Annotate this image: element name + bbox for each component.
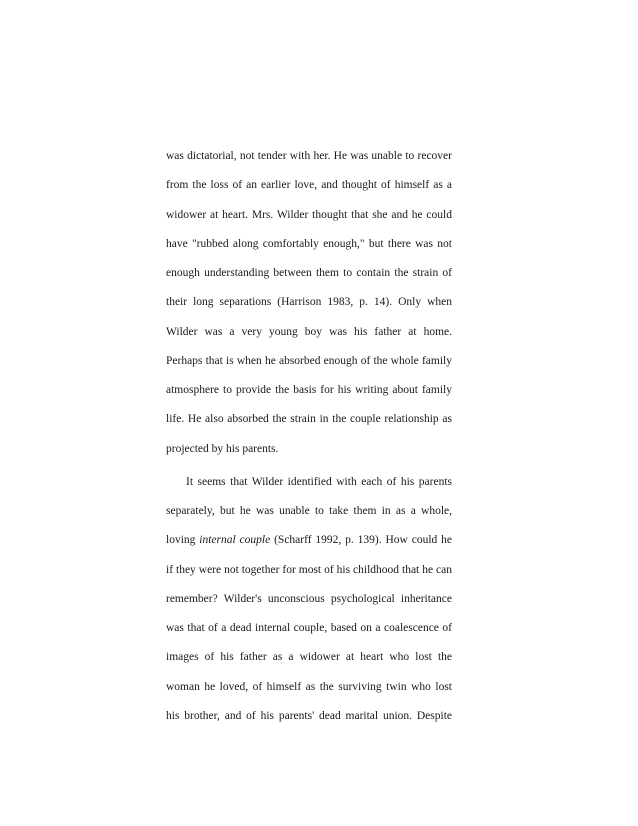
text-line: life. He also absorbed the strain in the couple relationship as bbox=[166, 413, 452, 426]
text-line: woman he loved, of himself as the surviving twin who lost bbox=[166, 680, 452, 693]
text-line: remember? Wilder's unconscious psychological inheritance bbox=[166, 592, 452, 605]
text-line: Wilder was a very young boy was his father at home. bbox=[166, 325, 452, 338]
text-line-with-italic bbox=[166, 532, 452, 561]
text-line: images of his father as a widower at heart who lost the bbox=[166, 651, 452, 664]
text-span: (Scharff 1992, p. 139). How could he bbox=[270, 534, 453, 547]
text-line: have "rubbed along comfortably enough," but there was not bbox=[166, 237, 452, 250]
text-line: It seems that Wilder identified with each of his parents bbox=[186, 475, 452, 488]
text-line: if they were not together for most of his childhood that he can bbox=[166, 563, 452, 576]
text-line: atmosphere to provide the basis for his writing about family bbox=[166, 384, 452, 396]
text-line: was dictatorial, not tender with her. He was unable to recover bbox=[166, 150, 452, 162]
text-line: Perhaps that is when he absorbed enough of the whole family bbox=[166, 354, 452, 367]
text-line: from the loss of an earlier love, and thought of himself as a bbox=[166, 179, 452, 192]
paragraph-2 bbox=[166, 474, 452, 737]
text-line: widower at heart. Mrs. Wilder thought that she and he could bbox=[166, 208, 452, 221]
paragraph-1 bbox=[166, 148, 452, 470]
text-line: was that of a dead internal couple, based on a coalescence of bbox=[166, 622, 452, 634]
italic-term: internal couple bbox=[199, 534, 271, 547]
text-line: their long separations (Harrison 1983, p. 14). Only when bbox=[166, 296, 452, 309]
text-span: loving bbox=[166, 534, 200, 547]
text-line: separately, but he was unable to take them in as a whole, bbox=[166, 505, 452, 517]
text-line: enough understanding between them to contain the strain of bbox=[166, 267, 452, 279]
body-text bbox=[166, 148, 452, 737]
text-line: his brother, and of his parents' dead marital union. Despite bbox=[166, 709, 452, 722]
text-line: projected by his parents. bbox=[166, 442, 279, 455]
